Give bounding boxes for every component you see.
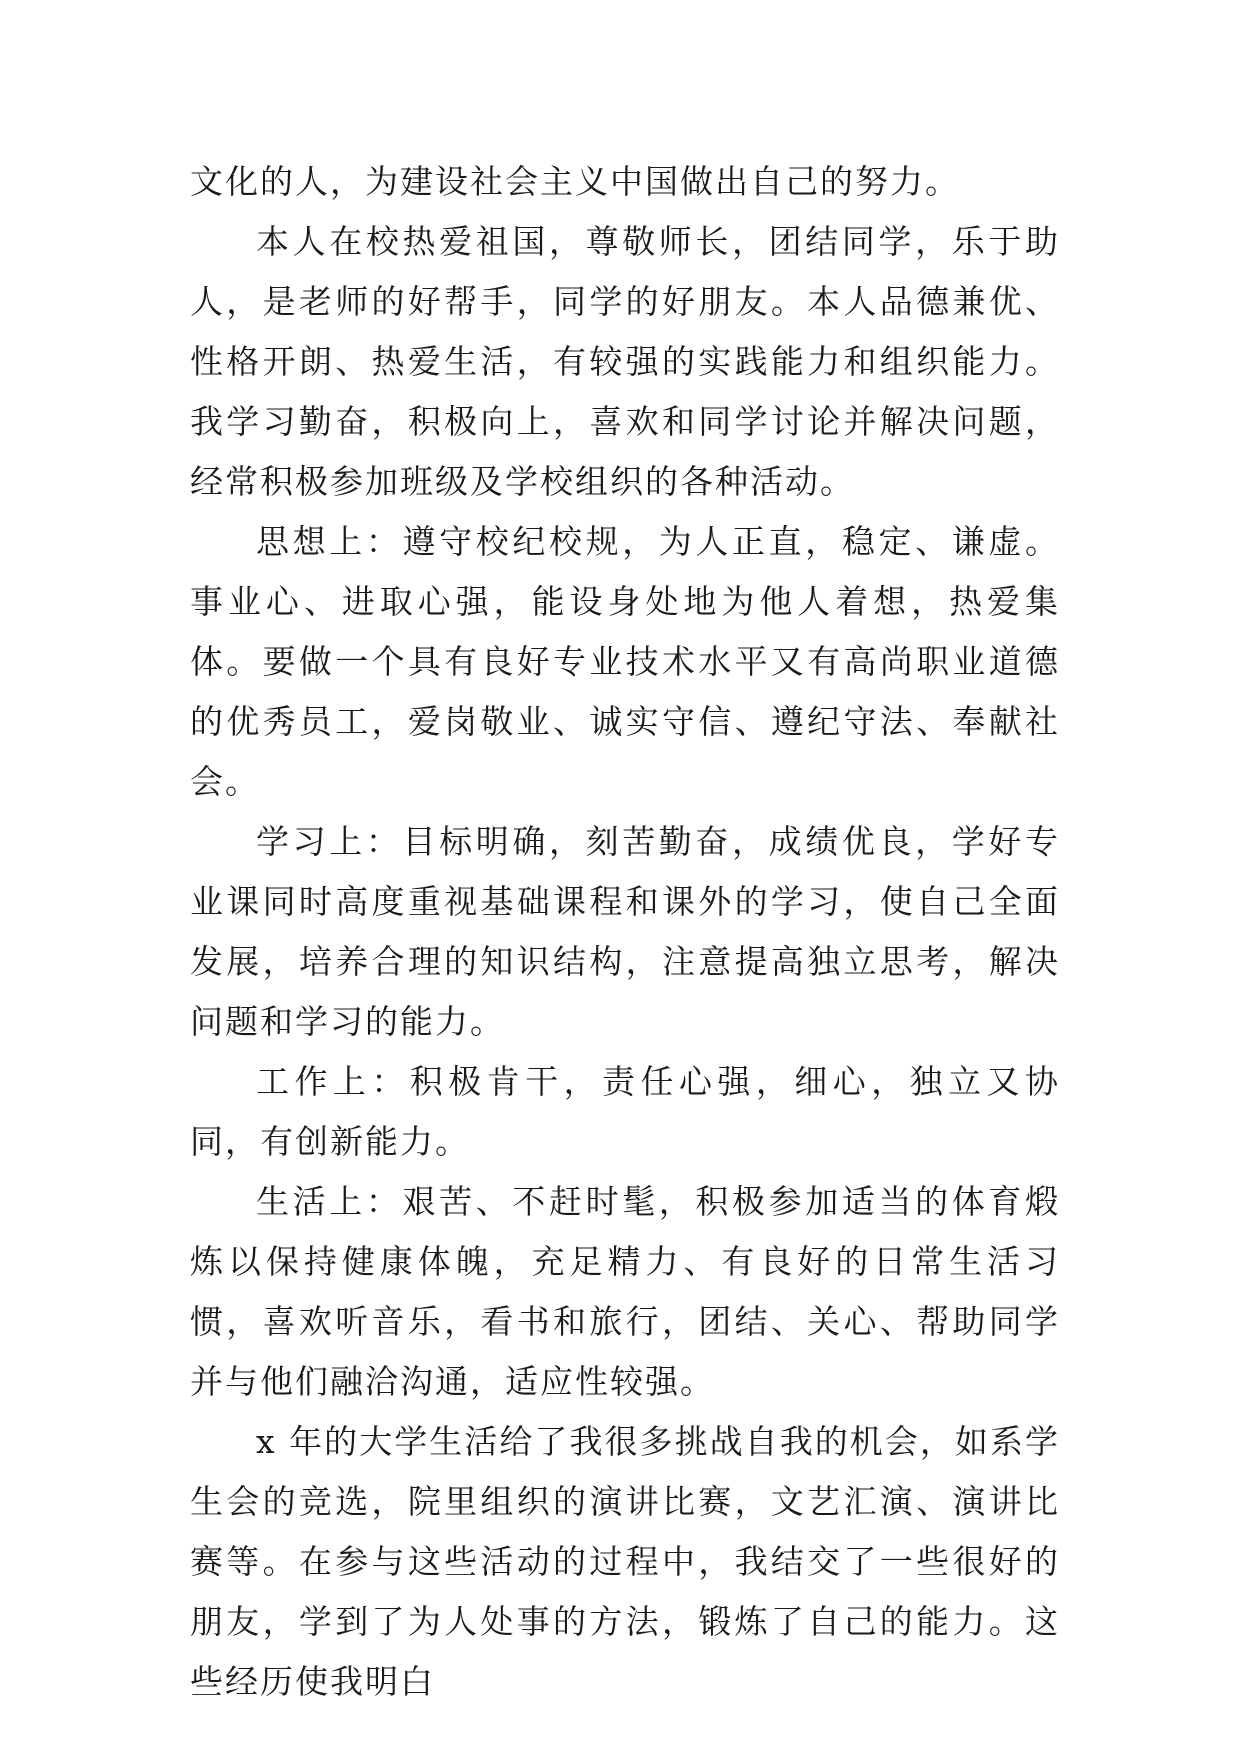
paragraph-2: 本人在校热爱祖国，尊敬师长，团结同学，乐于助人，是老师的好帮手，同学的好朋友。本人品德兼优、性格开朗、热爱生活，有较强的实践能力和组织能力。我学习勤奋，积极向上，喜欢和同学讨论并解决问题，经常积极参加班级及学校组织的各种活动。 — [190, 222, 1060, 501]
paragraph-5: 工作上：积极肯干，责任心强，细心，独立又协同，有创新能力。 — [190, 1062, 1060, 1161]
paragraph-6: 生活上：艰苦、不赶时髦，积极参加适当的体育煅炼以保持健康体魄，充足精力、有良好的日常生活习惯，喜欢听音乐，看书和旅行，团结、关心、帮助同学并与他们融洽沟通，适应性较强。 — [190, 1182, 1060, 1401]
paragraph-1: 文化的人，为建设社会主义中国做出自己的努力。 — [190, 162, 960, 201]
paragraph-7: x 年的大学生活给了我很多挑战自我的机会，如系学生会的竞选，院里组织的演讲比赛，文艺汇演、演讲比赛等。在参与这些活动的过程中，我结交了一些很好的朋友，学到了为人处事的方法，锻炼了自己的能力。这些经历使我明白 — [190, 1422, 1060, 1701]
paragraph-3: 思想上：遵守校纪校规，为人正直，稳定、谦虚。事业心、进取心强，能设身处地为他人着想，热爱集体。要做一个具有良好专业技术水平又有高尚职业道德的优秀员工，爱岗敬业、诚实守信、遵纪守法、奉献社会。 — [190, 522, 1060, 801]
paragraph-4: 学习上：目标明确，刻苦勤奋，成绩优良，学好专业课同时高度重视基础课程和课外的学习，使自己全面发展，培养合理的知识结构，注意提高独立思考，解决问题和学习的能力。 — [190, 822, 1060, 1041]
document-body — [190, 152, 1060, 1712]
